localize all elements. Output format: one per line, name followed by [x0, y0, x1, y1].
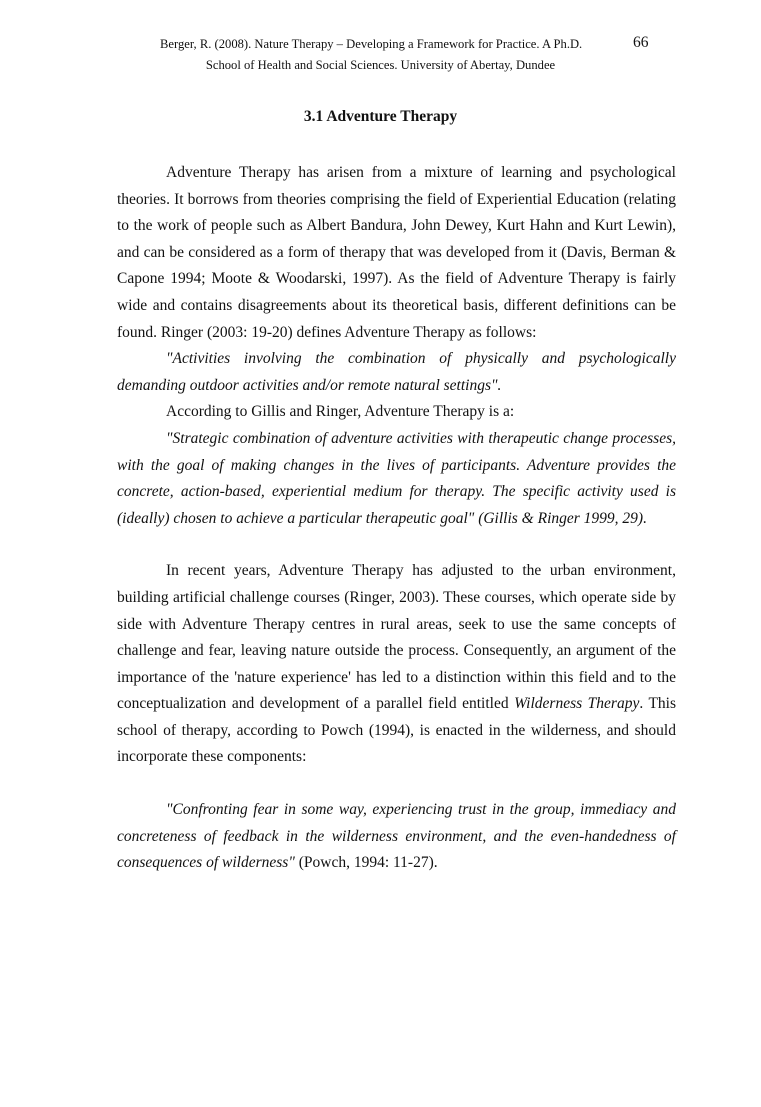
body-text	[117, 160, 676, 877]
header-citation-line: Berger, R. (2008). Nature Therapy – Developing a Framework for Practice. A Ph.D.	[160, 37, 583, 51]
block-quote: "Strategic combination of adventure activities with therapeutic change processes, with the goal of making changes in the lives of participants. Adventure provides the concrete, action-based, experiential medium for therapy. The specific activity used is (ideally) chosen to achieve a particular therapeutic goal" (Gillis & Ringer 1999, 29).	[117, 429, 676, 527]
paragraph: Adventure Therapy has arisen from a mixture of learning and psychological theories. It borrows from theories comprising the field of Experiential Education (relating to the work of people such as Albert Bandura, John Dewey, Kurt Hahn and Kurt Lewin), and can be considered as a form of therapy that was developed from it (Davis, Berman & Capone 1994; Moote & Woodarski, 1997). As the field of Adventure Therapy is fairly wide and contains disagreements about its theoretical basis, different definitions can be found. Ringer (2003: 19-20) defines Adventure Therapy as follows:	[117, 164, 676, 341]
block-quote	[117, 797, 676, 877]
section-title: 3.1 Adventure Therapy	[303, 108, 458, 125]
quote-text: "Confronting fear in some way, experiencing trust in the group, immediacy and concreteness of feedback in the wilderness environment, and the even-handedness of consequences of wilderness"	[117, 801, 676, 872]
block-quote: "Activities involving the combination of physically and psychologically demanding outdoor activities and/or remote natural settings".	[117, 350, 676, 394]
header-institution-line: School of Health and Social Sciences. University of Abertay, Dundee	[205, 58, 556, 72]
paragraph-spacer	[117, 532, 676, 558]
term-wilderness-therapy: Wilderness Therapy	[514, 695, 640, 713]
paragraph-text: In recent years, Adventure Therapy has adjusted to the urban environment, building artificial challenge courses (Ringer, 2003). These courses, which operate side by side with Adventure Therapy centres in rural areas, seek to use the same concepts of challenge and fear, leaving nature outside the process. Consequently, an argument of the importance of the 'nature experience' has led to a distinction within this field and to the conceptualization and development of a parallel field entitled	[117, 562, 676, 713]
quote-citation: (Powch, 1994: 11-27).	[294, 854, 438, 872]
paragraph-spacer	[117, 771, 676, 797]
paragraph-text-end: . This school of therapy, according to Powch (1994), is enacted in the wilderness, and should incorporate these components:	[117, 695, 677, 766]
paragraph: According to Gillis and Ringer, Adventure Therapy is a:	[166, 403, 515, 421]
paragraph	[117, 558, 676, 771]
page-number: 66	[633, 34, 649, 51]
